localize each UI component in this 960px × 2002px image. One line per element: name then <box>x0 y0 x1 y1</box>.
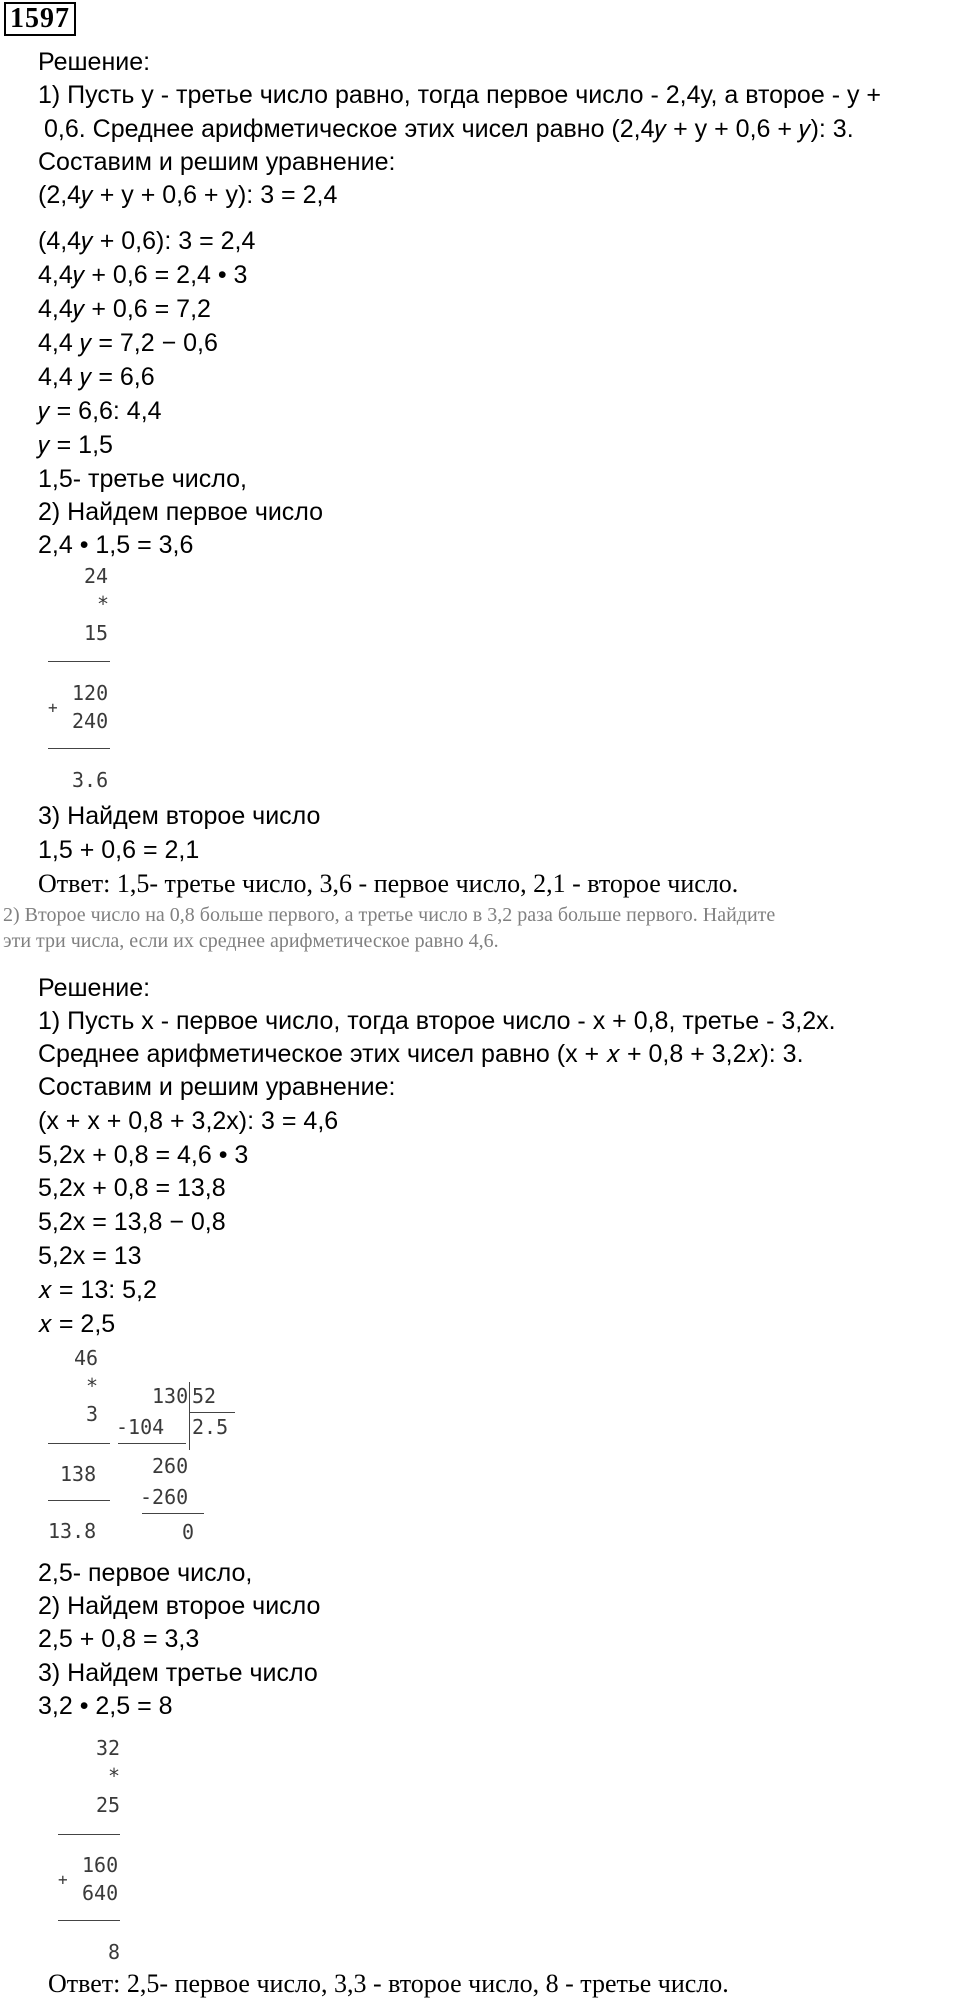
equation-line: 5,2х + 0,8 = 13,8 <box>38 1174 226 1202</box>
subtrahend: -260 <box>140 1485 189 1509</box>
equation-line: 4,4 𝑦 = 6,6 <box>38 363 155 391</box>
mult-result: 13.8 <box>48 1519 97 1543</box>
text-line: 3) Найдем третье число <box>38 1659 318 1687</box>
answer-line: Ответ: 1,5- третье число, 3,6 - первое число, 2,1 - второе число. <box>38 869 739 898</box>
partial-product: 640 <box>82 1881 119 1905</box>
mult-operand: 24 <box>84 564 109 588</box>
equation-line: 5,2х + 0,8 = 4,6 • 3 <box>38 1141 249 1169</box>
text-line: 1,5- третье число, <box>38 465 247 493</box>
equation-line: 5,2х = 13,8 − 0,8 <box>38 1208 226 1236</box>
division-rule <box>118 1443 186 1444</box>
equation-line: (2,4𝑦 + у + 0,6 + у): 3 = 2,4 <box>38 181 338 209</box>
answer-line: Ответ: 2,5- первое число, 3,3 - второе число, 8 - третье число. <box>48 1969 729 1998</box>
text-line: Составим и решим уравнение: <box>38 1073 396 1101</box>
mult-result: 3.6 <box>72 768 109 792</box>
equation-line: 𝑥 = 13: 5,2 <box>38 1276 157 1304</box>
mult-rule <box>48 661 110 662</box>
equation-line: 𝑦 = 1,5 <box>38 431 113 459</box>
partial-product: 138 <box>60 1462 97 1486</box>
mult-operator: * <box>86 1374 99 1398</box>
mult-operand: 15 <box>84 621 109 645</box>
partial-product: 160 <box>82 1853 119 1877</box>
mult-operand: 46 <box>74 1346 99 1370</box>
plus-sign: + <box>48 698 58 717</box>
mult-rule <box>48 748 110 749</box>
text-line: 2) Найдем второе число <box>38 1592 321 1620</box>
solution-heading: Решение: <box>38 48 151 76</box>
equation-line: 𝑦 = 6,6: 4,4 <box>38 397 162 425</box>
equation-line: 4,4 𝑦 = 7,2 − 0,6 <box>38 329 218 357</box>
plus-sign: + <box>58 1870 68 1889</box>
equation-line: 2,5 + 0,8 = 3,3 <box>38 1625 200 1653</box>
divisor: 52 <box>192 1384 217 1408</box>
mult-operand: 32 <box>96 1736 121 1760</box>
mult-operator: * <box>97 592 110 616</box>
text-line: 0,6. Среднее арифметическое этих чисел равно (2,4𝑦 + у + 0,6 + 𝑦): 3. <box>44 115 854 143</box>
division-bar <box>189 1382 190 1450</box>
equation-line: (х + х + 0,8 + 3,2х): 3 = 4,6 <box>38 1107 339 1135</box>
solution-heading: Решение: <box>38 974 151 1002</box>
mult-result: 8 <box>108 1940 121 1964</box>
mult-operator: * <box>108 1764 121 1788</box>
text-line: 1) Пусть х - первое число, тогда второе число - х + 0,8, третье - 3,2х. <box>38 1007 836 1035</box>
text-line: 2) Найдем первое число <box>38 498 324 526</box>
task-text: 2) Второе число на 0,8 больше первого, а третье число в 3,2 раза больше первого. Найдите <box>3 904 776 926</box>
equation-line: 4,4𝑦 + 0,6 = 7,2 <box>38 295 211 323</box>
mult-rule <box>48 1500 110 1501</box>
division-rule <box>142 1513 204 1514</box>
text-line: Составим и решим уравнение: <box>38 148 396 176</box>
partial-product: 240 <box>72 709 109 733</box>
subtrahend: -104 <box>116 1415 165 1439</box>
mult-rule <box>58 1834 120 1835</box>
text-line: 1) Пусть у - третье число равно, тогда первое число - 2,4у, а вторoе - у + <box>38 81 882 109</box>
final-remainder: 0 <box>182 1520 195 1544</box>
text-line: Среднее арифметическое этих чисел равно (х + 𝑥 + 0,8 + 3,2𝑥): 3. <box>38 1040 804 1068</box>
equation-line: 5,2х = 13 <box>38 1242 142 1270</box>
equation-line: 2,4 • 1,5 = 3,6 <box>38 531 194 559</box>
problem-number: 1597 <box>4 2 76 36</box>
mult-rule <box>58 1920 120 1921</box>
equation-line: 𝑥 = 2,5 <box>38 1310 116 1338</box>
quotient: 2.5 <box>192 1415 229 1439</box>
mult-rule <box>48 1443 110 1444</box>
mult-operand: 3 <box>86 1402 99 1426</box>
task-text: эти три числа, если их среднее арифметическое равно 4,6. <box>3 930 499 952</box>
equation-line: 1,5 + 0,6 = 2,1 <box>38 836 200 864</box>
dividend: 130 <box>152 1384 189 1408</box>
equation-line: 3,2 • 2,5 = 8 <box>38 1692 173 1720</box>
text-line: 3) Найдем второе число <box>38 802 321 830</box>
text-line: 2,5- первое число, <box>38 1559 253 1587</box>
partial-product: 120 <box>72 681 109 705</box>
mult-operand: 25 <box>96 1793 121 1817</box>
equation-line: 4,4𝑦 + 0,6 = 2,4 • 3 <box>38 261 248 289</box>
remainder: 260 <box>152 1454 189 1478</box>
equation-line: (4,4𝑦 + 0,6): 3 = 2,4 <box>38 227 256 255</box>
